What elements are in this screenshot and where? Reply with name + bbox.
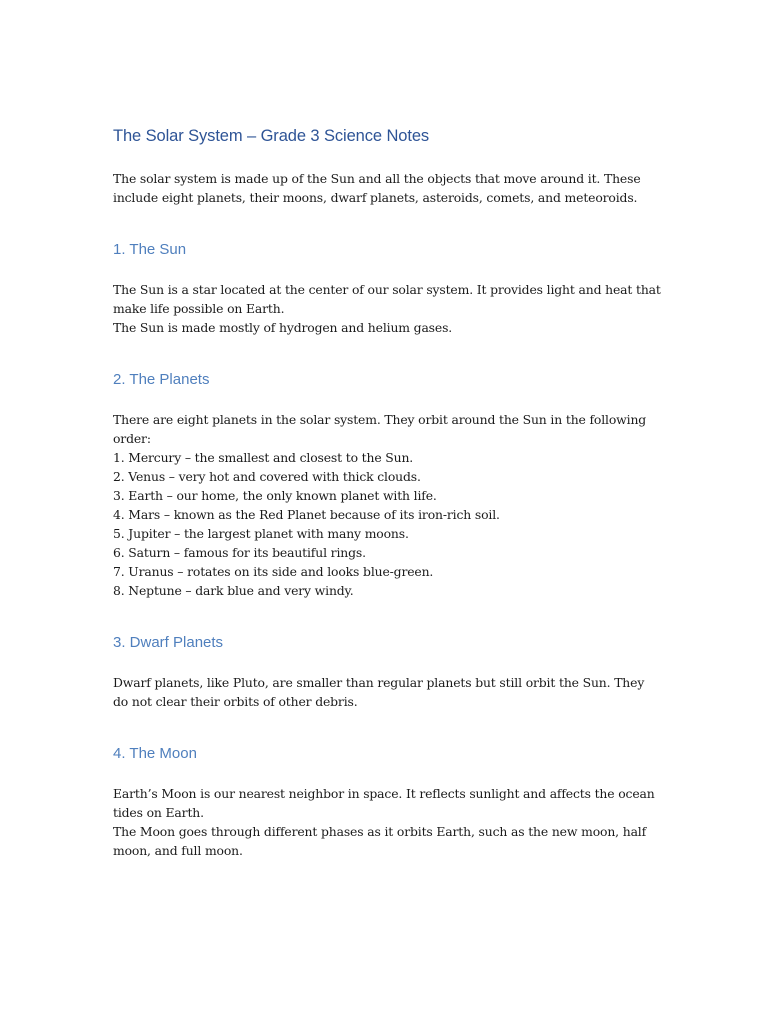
sun-paragraph [113, 280, 663, 337]
list-item: 6. Saturn – famous for its beautiful rings. [113, 545, 366, 560]
moon-text-line: Earth’s Moon is our nearest neighbor in space. It reflects sunlight and affects the ocean tides on Earth. [113, 786, 655, 820]
section-heading-dwarf-planets: 3. Dwarf Planets [113, 634, 224, 651]
list-item: 7. Uranus – rotates on its side and looks blue-green. [113, 564, 434, 579]
list-item: 2. Venus – very hot and covered with thick clouds. [113, 469, 421, 484]
section-heading-moon: 4. The Moon [113, 745, 197, 762]
section-heading-planets: 2. The Planets [113, 371, 210, 388]
sun-text-line: The Sun is a star located at the center of our solar system. It provides light and heat that make life possible on Earth. [113, 282, 661, 316]
intro-paragraph: The solar system is made up of the Sun and all the objects that move around it. These include eight planets, their moons, dwarf planets, asteroids, comets, and meteoroids. [113, 171, 641, 205]
list-item: 4. Mars – known as the Red Planet because of its iron-rich soil. [113, 507, 500, 522]
list-item: 1. Mercury – the smallest and closest to the Sun. [113, 450, 414, 465]
section-heading-sun: 1. The Sun [113, 241, 187, 258]
planets-intro-paragraph: There are eight planets in the solar system. They orbit around the Sun in the following order: [113, 412, 647, 446]
sun-text-line: The Sun is made mostly of hydrogen and helium gases. [113, 320, 453, 335]
list-item: 5. Jupiter – the largest planet with many moons. [113, 526, 409, 541]
planet-list [113, 448, 663, 600]
moon-text-line: The Moon goes through different phases as it orbits Earth, such as the new moon, half moon, and full moon. [113, 824, 647, 858]
moon-paragraph [113, 784, 663, 860]
document-title: The Solar System – Grade 3 Science Notes [113, 127, 430, 145]
dwarf-planets-paragraph: Dwarf planets, like Pluto, are smaller than regular planets but still orbit the Sun. They do not clear their orbits of other debris. [113, 675, 645, 709]
document-content [113, 124, 663, 860]
list-item: 3. Earth – our home, the only known planet with life. [113, 488, 437, 503]
list-item: 8. Neptune – dark blue and very windy. [113, 583, 354, 598]
